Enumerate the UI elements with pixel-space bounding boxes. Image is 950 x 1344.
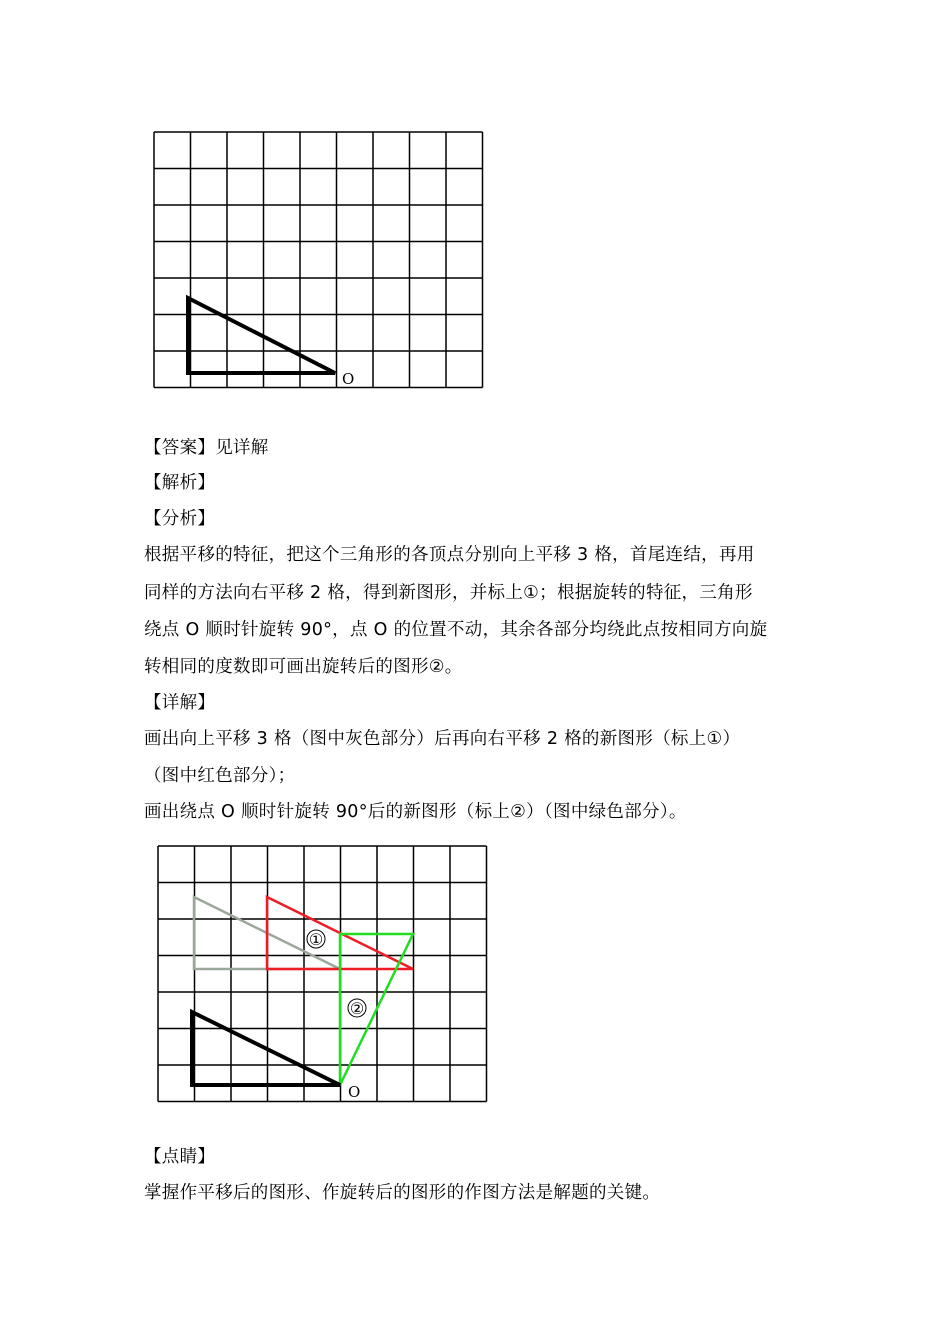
dianjing-line: 掌握作平移后的图形、作旋转后的图形的作图方法是解题的关键。 <box>144 1183 661 1203</box>
fenxi-line: 绕点 O 顺时针旋转 90°，点 O 的位置不动，其余各部分均绕此点按相同方向旋 <box>144 620 768 640</box>
point-o-label: O <box>348 1083 361 1101</box>
xiangjie-line: 画出向上平移 3 格（图中灰色部分）后再向右平移 2 格的新图形（标上①） <box>144 729 741 749</box>
fenxi-heading: 【分析】 <box>144 509 216 529</box>
label-translated <box>307 930 325 949</box>
original-triangle <box>192 1012 340 1085</box>
fenxi-line: 同样的方法向右平移 2 格，得到新图形，并标上①；根据旋转的特征，三角形 <box>144 583 753 603</box>
original-triangle <box>188 298 335 373</box>
xiangjie-line: （图中红色部分）； <box>144 766 296 786</box>
grid <box>158 846 487 1102</box>
answer-line: 【答案】见详解 <box>144 438 269 458</box>
xiangjie-heading: 【详解】 <box>144 693 216 713</box>
xiangjie-line: 画出绕点 O 顺时针旋转 90°后的新图形（标上②）（图中绿色部分）。 <box>144 802 687 822</box>
dianjing-heading: 【点睛】 <box>144 1147 216 1167</box>
point-o-label: O <box>342 370 355 388</box>
label-rotated <box>348 999 366 1018</box>
fenxi-line: 转相同的度数即可画出旋转后的图形②。 <box>144 657 463 677</box>
grid <box>154 132 483 388</box>
fenxi-line: 根据平移的特征，把这个三角形的各顶点分别向上平移 3 格，首尾连结，再用 <box>144 545 755 565</box>
svg-text:①: ① <box>308 930 324 949</box>
svg-text:②: ② <box>349 999 365 1018</box>
analysis-heading: 【解析】 <box>144 473 216 493</box>
original-triangle-figure <box>150 128 490 396</box>
solution-figure <box>154 842 494 1110</box>
